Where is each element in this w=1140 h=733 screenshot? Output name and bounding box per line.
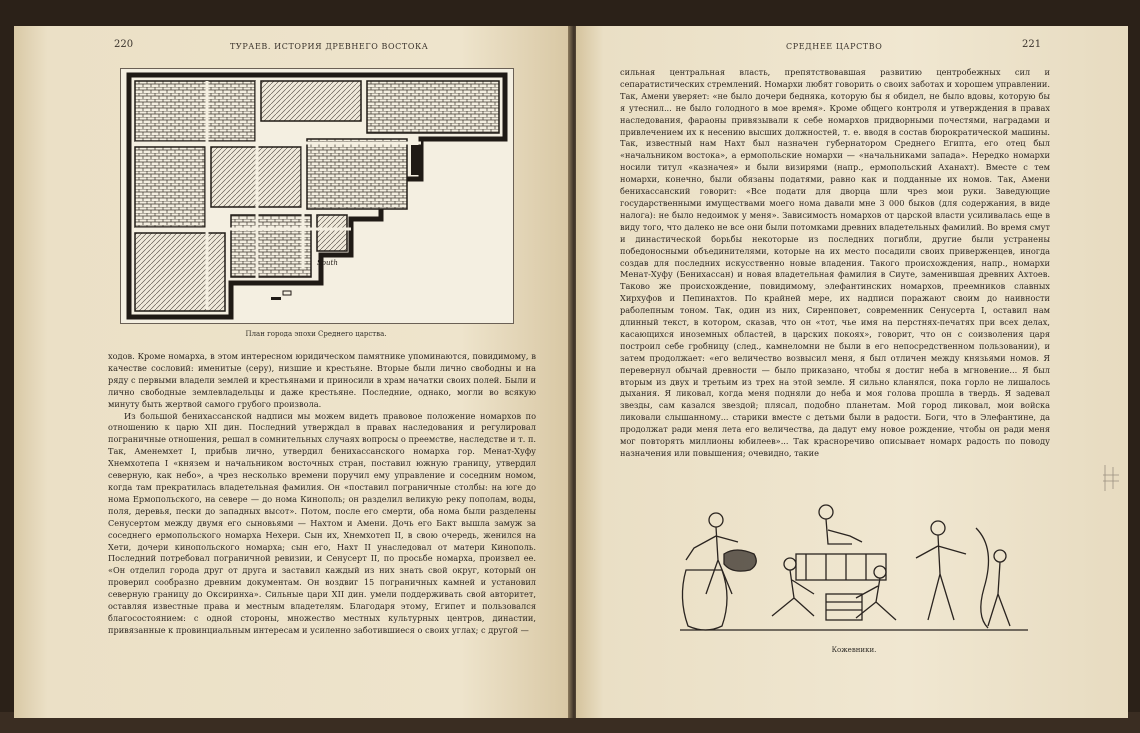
left-body-text [108, 351, 536, 637]
right-page-number: 221 [1022, 39, 1042, 50]
left-running-header: ТУРАЕВ. ИСТОРИЯ ДРЕВНЕГО ВОСТОКА [230, 42, 429, 51]
plan-south-label: South [317, 259, 338, 267]
left-page [14, 26, 572, 718]
tanners-relief-figure [676, 498, 1032, 643]
plan-caption: План города эпохи Среднего царства. [245, 330, 387, 338]
left-page-number: 220 [114, 39, 134, 50]
right-paragraph: сильная центральная власть, препятствовавшая развитию центробежных сил и сепаратистических стремлений. Номархи любят говорить о своих заботах и хорошем управлении. Так, Амени уверяет: «не было дочери бедняка, которую бы я обидел, не было вдовы, которую бы я утеснил... не было голодного в мое время». Кроме общего контроля и утверждения в правах наследования, фараоны привязывали к себе номархов придворными почестями, наградами и привлечением их к несению высших должностей, т. е. вводя в состав бюрократической машины. Так, известный нам Нахт был назначен губернатором Среднего Египта, его отец был «начальником востока», а ермопольские номархи — «начальниками запада». Нередко номархи носили титул «казначея» и были визирями (напр., ермопольский Аханахт). Вместе с тем номархи, конечно, были обязаны податями, равно как и подданные их номов. Так, Амени бенихассанский говорит: «Все подати для дворца шли чрез мои руки. Заведующие государственными имуществами моего нома давали мне 3 000 быков (для содержания, в виде налога): не было недоимок у меня». Зависимость номархов от царской власти усиливалась еще в виду того, что далеко не все они были потомками древних владетельных фамилий. Во время смут и династической борьбы некоторые из последних погибли, другие были устранены победоносными объединителями, которые на их место посадили своих приверженцев, иногда создав для последних искусственно новые владения. Такого происхождения, напр., номархи Менат-Хуфу (Бенихассан) и новая владетельная фамилия в Сиуте, заменившая древних Ахтоев. Таково же происхождение, повидимому, элефантинских номархов, преемников славных Хирхуфов и Пепинахтов. По крайней мере, их надписи поражают своим до наивности раболепным тоном. Так, один из них, Сиренповет, современник Сенусерта I, оставил нам длинный текст, в котором, сказав, что он «тот, чье имя на перстнях-печатях при всех делах, касающихся иноземных областей, в царских покоях», говорит, что он с соизволения царя построил себе гробницу (след., камнеломни не были в его непосредственном пользовании), и затем продолжает: «его величество возвысил меня, я был отличен между князьями номов. Я перевернул обычай древности — было приказано, чтобы я достиг неба в мгновение... Я был вторым из двух и третьим из трех на этой земле. Я сильно кланялся, пока горло не лишалось дыхания. Я ликовал, когда меня подняли до неба и моя голова прошла в твердь. Я задевал звезды, сам казался звездой; плясал, подобно планетам. Мой город ликовал, мои войска ликовали слышанному... старики вместе с детьми были в радости. Боги, что в Элефантине, да продолжат ради меня лета его величества, да дадут ему новое рождение, чтобы он ради меня мог повторять миллионы юбилеев»... Так красноречиво описывает номарх радость по поводу назначения или повышения; очевидно, такие [620, 67, 1050, 458]
right-body-text [620, 67, 1050, 460]
left-paragraph: Из большой бенихассанской надписи мы можем видеть правовое положение номархов по отношению к царю XII дин. Последний утверждал в правах наследования и регулировал пограничные отношения, решал в сомнительных случаях вопросы о преемстве, наследстве и т. п. Так, Аменемхет I, прибыв лично, утвердил бенихассанского номарха гор. Менат-Хуфу Хнемхотепа I «князем и начальником восточных стран, поставил южную границу, утвердил северную, как небо», а чрез несколько времени поручил ему управление и соседним номом, когда там прекратилась владетельная фамилия. Он «поставил пограничные столбы: на юге до нома Ермопольского, на севере — до нома Кинополь; он разделил великую реку пополам, воды, поля, деревья, пески до западных высот». Потом, после его смерти, оба нома были разделены Сенусертом между двумя его сыновьями — Нахтом и Амени. Дочь его Бакт вышла замуж за соседнего ермопольского номарха Нехери. Сын их, Хнемхотеп II, в свою очередь, женился на Хети, дочери кинопольского номарха; сын его, Нахт II унаследовал от матери Кинополь. Последний потребовал пограничной ревизии, и Сенусерт II, по просьбе номарха, произвел ее. «Он отделил города друг от друга и заставил каждый из них знать свой округ, который он проверил сообразно древним документам. Он воздвиг 15 пограничных камней и установил северную границу до Оксиринха». Сильные цари XII дин. умели поддерживать свой авторитет, оставляя известные права и местным владетелям. Благодаря этому, Египет и пользовался благосостоянием: с одной стороны, множество местных культурных центров, династии, привязанные к провинциальным интересам и усиленно заботившиеся о своих углах; с другой — [108, 410, 537, 635]
tanners-caption: Кожевники. [831, 646, 877, 654]
city-plan-drawing [121, 69, 513, 323]
right-page [576, 26, 1128, 718]
tanners-relief-drawing [676, 498, 1032, 643]
pencil-margin-mark [1101, 463, 1121, 493]
left-paragraph: ходов. Кроме номарха, в этом интересном юридическом памятнике упоминаются, повидимому, в качестве сословий: именитые (серу), низшие и крестьяне. Вторые были лично свободны и на ряду с первыми владели землей и крестьянами и приносили в храм начатки своих полей. Были и лично свободные землевладельцы и даже крестьяне. Последние, однако, могли во всякую минуту быть жертвой самого грубого произвола. [108, 351, 536, 409]
right-running-header: СРЕДНЕЕ ЦАРСТВО [786, 42, 883, 51]
city-plan-figure [120, 68, 514, 324]
